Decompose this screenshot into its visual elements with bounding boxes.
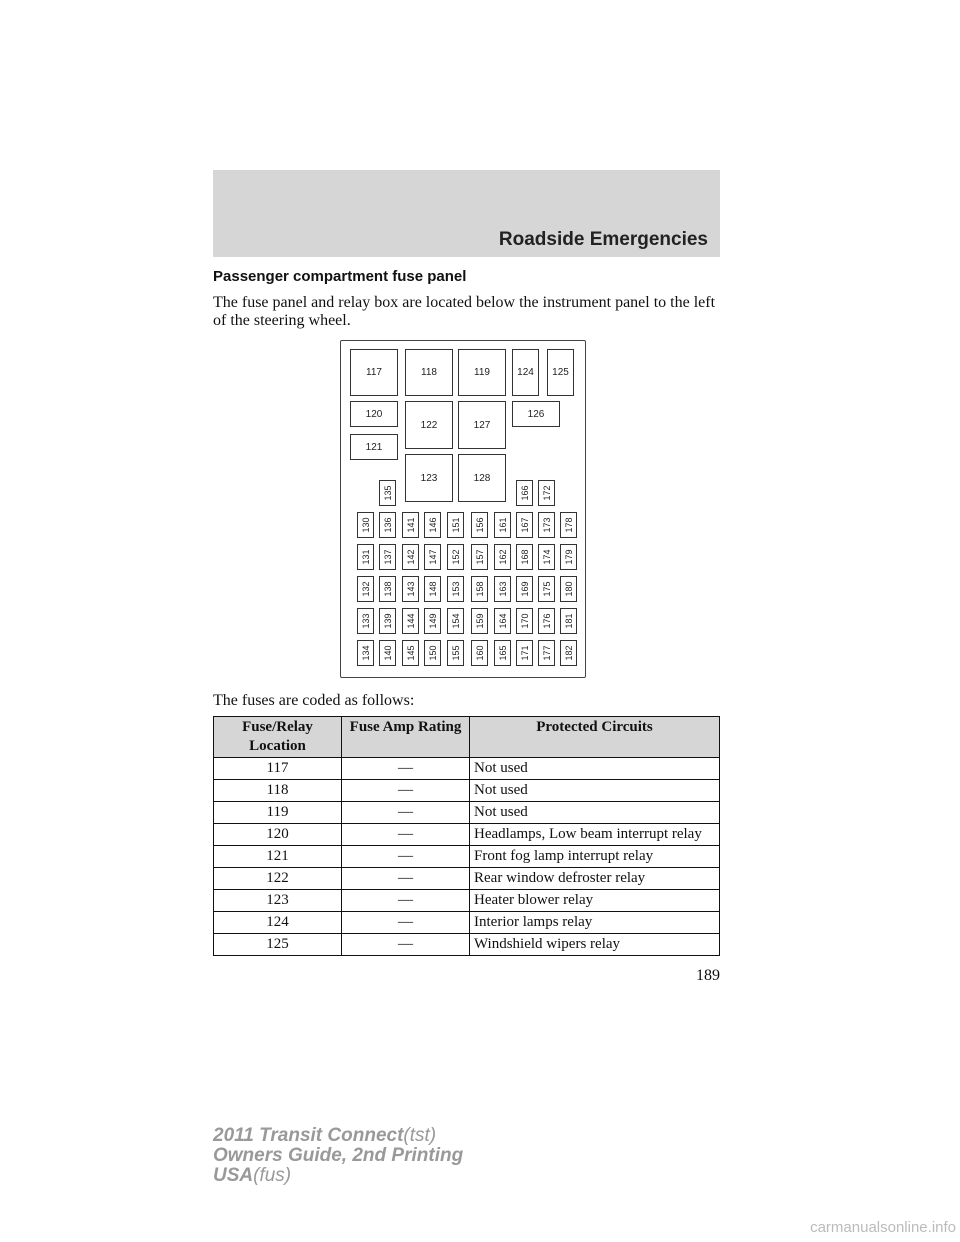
relay-121: 121 [350,434,398,460]
fuse-147: 147 [424,544,441,570]
section-heading: Passenger compartment fuse panel [213,268,467,285]
fuse-153: 153 [447,576,464,602]
header-location: Fuse/Relay Location [214,717,342,758]
relay-126: 126 [512,401,560,427]
fuse-157: 157 [471,544,488,570]
fuse-167: 167 [516,512,533,538]
fuse-140: 140 [379,640,396,666]
header-rating: Fuse Amp Rating [342,717,470,758]
footer-market-code: (fus) [253,1165,292,1186]
fuse-174: 174 [538,544,555,570]
fuse-135: 135 [379,480,396,506]
fuse-175: 175 [538,576,555,602]
fuse-168: 168 [516,544,533,570]
watermark: carmanualsonline.info [810,1219,956,1236]
fuse-177: 177 [538,640,555,666]
fuse-133: 133 [357,608,374,634]
fuse-163: 163 [494,576,511,602]
fuse-159: 159 [471,608,488,634]
footer-edition: Owners Guide, 2nd Printing [213,1145,464,1166]
fuse-138: 138 [379,576,396,602]
footer-model: 2011 Transit Connect [213,1125,404,1146]
table-row: 120 — Headlamps, Low beam interrupt relay [214,824,720,846]
fuse-151: 151 [447,512,464,538]
table-row: 125 — Windshield wipers relay [214,934,720,956]
fuse-152: 152 [447,544,464,570]
footer-model-code: (tst) [403,1125,437,1146]
table-row: 117 — Not used [214,758,720,780]
relay-128: 128 [458,454,506,502]
relay-125: 125 [547,349,574,396]
fuse-136: 136 [379,512,396,538]
relay-123: 123 [405,454,453,502]
fuse-172: 172 [538,480,555,506]
fuse-166: 166 [516,480,533,506]
fuse-145: 145 [402,640,419,666]
footer-market: USA [213,1165,254,1186]
relay-117: 117 [350,349,398,396]
fuse-182: 182 [560,640,577,666]
intro-paragraph: The fuse panel and relay box are located below the instrument panel to the left of the steering wheel. [213,294,716,329]
fuse-161: 161 [494,512,511,538]
fuse-149: 149 [424,608,441,634]
fuse-144: 144 [402,608,419,634]
footer [213,1126,463,1186]
table-row: 124 — Interior lamps relay [214,912,720,934]
relay-124: 124 [512,349,539,396]
fuse-132: 132 [357,576,374,602]
fuse-181: 181 [560,608,577,634]
fuse-143: 143 [402,576,419,602]
fuse-131: 131 [357,544,374,570]
fuse-table [213,716,720,956]
fuse-179: 179 [560,544,577,570]
section-header-band [213,170,720,257]
fuse-169: 169 [516,576,533,602]
table-row: 122 — Rear window defroster relay [214,868,720,890]
fuse-162: 162 [494,544,511,570]
fuse-180: 180 [560,576,577,602]
fuse-170: 170 [516,608,533,634]
fuse-164: 164 [494,608,511,634]
fuse-141: 141 [402,512,419,538]
fuse-137: 137 [379,544,396,570]
relay-118: 118 [405,349,453,396]
relay-119: 119 [458,349,506,396]
fuse-156: 156 [471,512,488,538]
relay-127: 127 [458,401,506,449]
page-number: 189 [696,967,720,984]
fuse-154: 154 [447,608,464,634]
relay-122: 122 [405,401,453,449]
coded-text: The fuses are coded as follows: [213,692,415,709]
fuse-panel-diagram [340,340,586,678]
fuse-139: 139 [379,608,396,634]
fuse-155: 155 [447,640,464,666]
fuse-176: 176 [538,608,555,634]
fuse-134: 134 [357,640,374,666]
table-row: 119 — Not used [214,802,720,824]
header-circuits: Protected Circuits [470,717,720,758]
table-header-row [214,717,720,758]
fuse-158: 158 [471,576,488,602]
fuse-148: 148 [424,576,441,602]
fuse-160: 160 [471,640,488,666]
fuse-171: 171 [516,640,533,666]
table-row: 123 — Heater blower relay [214,890,720,912]
fuse-130: 130 [357,512,374,538]
fuse-146: 146 [424,512,441,538]
section-header-title: Roadside Emergencies [498,229,708,250]
fuse-165: 165 [494,640,511,666]
fuse-173: 173 [538,512,555,538]
fuse-150: 150 [424,640,441,666]
relay-120: 120 [350,401,398,427]
fuse-142: 142 [402,544,419,570]
table-row: 118 — Not used [214,780,720,802]
fuse-178: 178 [560,512,577,538]
table-row: 121 — Front fog lamp interrupt relay [214,846,720,868]
